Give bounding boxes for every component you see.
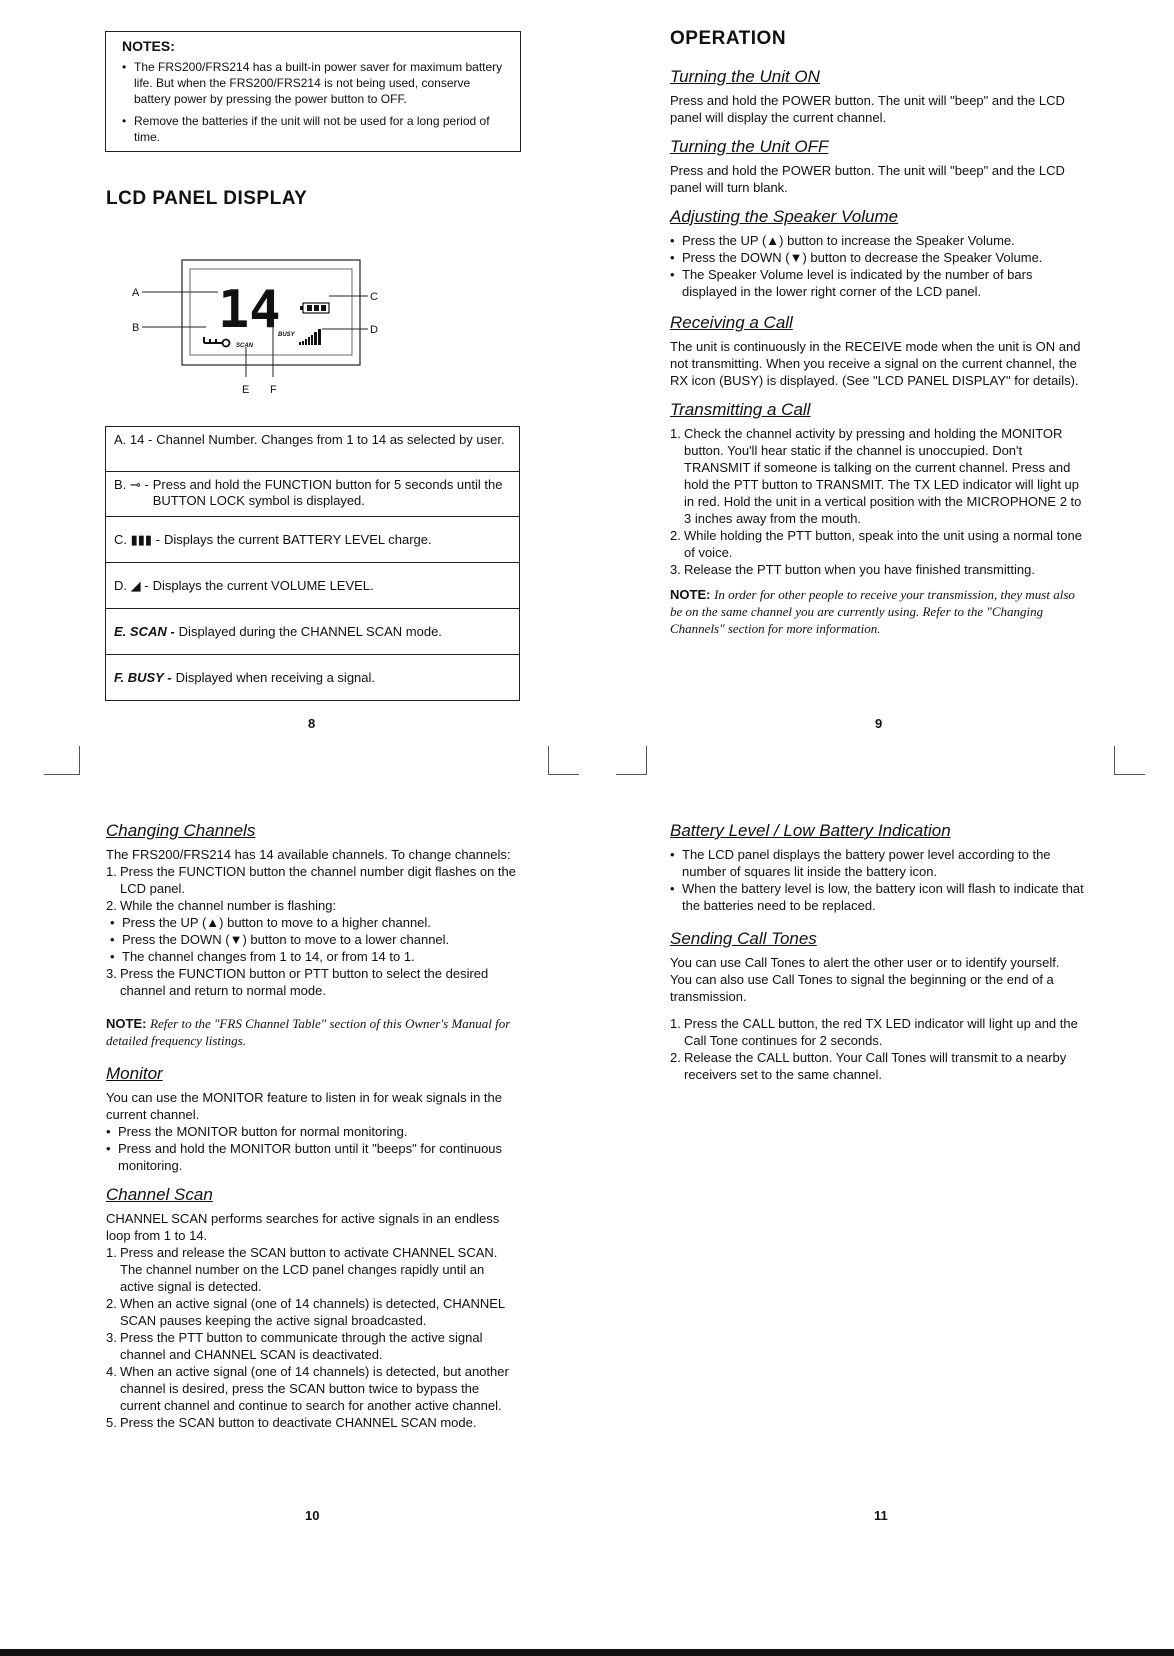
callout-e: E — [242, 384, 250, 396]
legend-text: Displays the current VOLUME LEVEL. — [152, 577, 374, 593]
section-title: Battery Level / Low Battery Indication — [670, 821, 951, 840]
lcd-heading: LCD PANEL DISPLAY — [106, 188, 308, 209]
note — [670, 586, 1084, 637]
list-item: 3. Release the PTT button when you have finished transmitting. — [670, 562, 1035, 577]
page-number: 11 — [874, 1508, 888, 1523]
notes-list — [122, 59, 510, 145]
list-item: 2. Release the CALL button. Your Call Tones will transmit to a nearby receivers set to the same channel. — [670, 1050, 1067, 1082]
legend-text: Press and hold the FUNCTION button for 5 seconds until the BUTTON LOCK symbol is displayed. — [152, 477, 503, 508]
legend-key: D. ◢ - — [114, 577, 149, 593]
list-item: 2. While holding the PTT button, speak into the unit using a normal tone of voice. — [670, 528, 1082, 560]
paragraph: The FRS200/FRS214 has 14 available channels. To change channels: — [106, 847, 511, 862]
step-text: Press the CALL button, the red TX LED indicator will light up and the Call Tone continues for 2 seconds. — [684, 1016, 1078, 1048]
section-title: Receiving a Call — [670, 313, 793, 332]
list-item: 1. Press the FUNCTION button the channel number digit flashes on the LCD panel. — [106, 864, 516, 896]
tone-steps — [670, 1015, 1084, 1083]
legend-text: Channel Number. Changes from 1 to 14 as selected by user. — [156, 432, 505, 447]
list-item: 2. While the channel number is flashing: — [106, 898, 337, 913]
callout-d: D — [370, 324, 378, 336]
battery-list — [670, 846, 1084, 914]
paragraph: You can use the MONITOR feature to listen in for weak signals in the current channel. — [106, 1090, 502, 1122]
bottom-rule — [0, 1649, 1174, 1656]
table-row — [106, 608, 519, 654]
section-title: Sending Call Tones — [670, 929, 817, 948]
paragraph: You can use Call Tones to alert the other user or to identify yourself. You can also use Call Tones to signal the beginning or the end of a transmission. — [670, 955, 1060, 1004]
step-text: Press and release the SCAN button to activate CHANNEL SCAN. The channel number on the LCD panel changes rapidly until an active signal is detected. — [120, 1245, 498, 1294]
step-text: Release the PTT button when you have finished transmitting. — [684, 562, 1035, 577]
operation-heading: OPERATION — [670, 28, 787, 49]
lcd-diagram — [130, 255, 420, 415]
legend-text: Displayed when receiving a signal. — [175, 669, 376, 685]
list-item: 1. Press and release the SCAN button to activate CHANNEL SCAN. The channel number on the LCD panel changes rapidly until an active signal is detected. — [106, 1245, 498, 1294]
legend-key: C. ▮▮▮ - — [114, 531, 161, 547]
legend-key: B. ⊸ - — [114, 477, 149, 492]
callout-c: C — [370, 291, 378, 303]
list-item: 5. Press the SCAN button to deactivate CHANNEL SCAN mode. — [106, 1415, 477, 1430]
step-text: Release the CALL button. Your Call Tones will transmit to a nearby receivers set to the same channel. — [684, 1050, 1067, 1082]
table-row — [106, 427, 519, 471]
monitor-list — [106, 1123, 520, 1174]
list-item: • The FRS200/FRS214 has a built-in power saver for maximum battery life. But when the FRS200/FRS214 is not being used, conserve battery power by pressing the power button to OFF. — [122, 59, 510, 107]
list-item: 2. When an active signal (one of 14 channels) is detected, CHANNEL SCAN pauses keeping the active signal broadcasted. — [106, 1296, 505, 1328]
crop-mark — [616, 746, 647, 775]
list-item: • Remove the batteries if the unit will not be used for a long period of time. — [122, 113, 510, 145]
list-item: • The channel changes from 1 to 14, or from 14 to 1. — [110, 948, 520, 965]
page10-column — [106, 820, 520, 1431]
table-row — [106, 562, 519, 608]
section-title: Adjusting the Speaker Volume — [670, 207, 899, 226]
page11-column — [670, 820, 1084, 1083]
note-text: Refer to the "FRS Channel Table" section of this Owner's Manual for detailed frequency listings. — [106, 1016, 511, 1048]
lcd-legend-table — [105, 426, 520, 701]
list-item: • Press the UP (▲) button to increase the Speaker Volume. — [670, 232, 1084, 249]
list-item: • The Speaker Volume level is indicated by the number of bars displayed in the lower right corner of the LCD panel. — [670, 266, 1084, 300]
legend-key: A. 14 - — [114, 432, 153, 447]
transmit-steps — [670, 425, 1084, 578]
list-item: • Press the DOWN (▼) button to decrease the Speaker Volume. — [670, 249, 1084, 266]
step-text: When an active signal (one of 14 channels) is detected, but another channel is desired, press the SCAN button twice to bypass the current channel and continue to search for another active channel. — [120, 1364, 509, 1413]
step-text: While holding the PTT button, speak into the unit using a normal tone of voice. — [684, 528, 1082, 560]
paragraph: CHANNEL SCAN performs searches for active signals in an endless loop from 1 to 14. — [106, 1211, 500, 1243]
list-item: 3. Press the PTT button to communicate through the active signal channel and CHANNEL SCAN is deactivated. — [106, 1330, 483, 1362]
legend-key: F. BUSY - — [114, 669, 172, 685]
section-title: Monitor — [106, 1064, 163, 1083]
paragraph: The unit is continuously in the RECEIVE mode when the unit is ON and not transmitting. When you receive a signal on the current channel, the RX icon (BUSY) is displayed. (See "LCD PANEL DISPLAY" for details). — [670, 339, 1081, 388]
page-number: 9 — [875, 716, 883, 731]
notes-box — [105, 31, 521, 152]
note — [106, 1015, 520, 1049]
list-item: • Press and hold the MONITOR button until it "beeps" for continuous monitoring. — [106, 1140, 520, 1174]
list-item: 4. When an active signal (one of 14 channels) is detected, but another channel is desired, press the SCAN button twice to bypass the current channel and continue to search for another active channel. — [106, 1364, 509, 1413]
page9-column — [670, 28, 1084, 637]
crop-mark — [548, 746, 579, 775]
callout-f: F — [270, 384, 277, 396]
legend-text: Displays the current BATTERY LEVEL charge. — [164, 531, 432, 547]
list-item: 3. Press the FUNCTION button or PTT button to select the desired channel and return to normal mode. — [106, 966, 489, 998]
crop-mark — [1114, 746, 1145, 775]
crop-mark — [44, 746, 80, 775]
section-title: Channel Scan — [106, 1185, 213, 1204]
legend-text: Displayed during the CHANNEL SCAN mode. — [178, 623, 442, 639]
page-number: 8 — [308, 716, 316, 731]
note-text: In order for other people to receive your transmission, they must also be on the same channel you are currently using. Refer to the "Changing Channels" section for more information. — [670, 587, 1075, 636]
paragraph: Press and hold the POWER button. The unit will "beep" and the LCD panel will display the current channel. — [670, 93, 1065, 125]
step-text: Press the FUNCTION button the channel number digit flashes on the LCD panel. — [120, 864, 516, 896]
section-title: Changing Channels — [106, 821, 256, 840]
list-item: • The LCD panel displays the battery power level according to the number of squares lit inside the battery icon. — [670, 846, 1084, 880]
list-item: 1. Press the CALL button, the red TX LED indicator will light up and the Call Tone continues for 2 seconds. — [670, 1016, 1078, 1048]
table-row — [106, 516, 519, 562]
lcd-digits: 14 — [218, 280, 281, 340]
list-item: • When the battery level is low, the battery icon will flash to indicate that the batteries need to be replaced. — [670, 880, 1084, 914]
channel-steps — [106, 965, 520, 999]
section-title: Transmitting a Call — [670, 400, 811, 419]
paragraph: Press and hold the POWER button. The unit will "beep" and the LCD panel will turn blank. — [670, 163, 1065, 195]
list-item: • Press the MONITOR button for normal monitoring. — [106, 1123, 520, 1140]
scan-label: SCAN — [236, 343, 254, 349]
note-label: NOTE: — [106, 1016, 147, 1031]
callout-a: A — [132, 287, 140, 299]
scan-steps — [106, 1244, 520, 1431]
step-text: Press the SCAN button to deactivate CHANNEL SCAN mode. — [120, 1415, 477, 1430]
list-item: 1. Check the channel activity by pressing and holding the MONITOR button. You'll hear static if the channel is unoccupied. Don't TRANSMIT if someone is talking on the current channel. Press and hold the PTT button to TRANSMIT. The TX LED indicator will light up in red. Hold the unit in a vertical position with the MICROPHONE 2 to 3 inches away from the mouth. — [670, 426, 1082, 526]
step-text: While the channel number is flashing: — [120, 898, 337, 913]
table-row — [106, 654, 519, 700]
table-row — [106, 471, 519, 516]
list-item: • Press the UP (▲) button to move to a higher channel. — [110, 914, 520, 931]
step-text: Check the channel activity by pressing and holding the MONITOR button. You'll hear static if the channel is unoccupied. Don't TRANSMIT if someone is talking on the current channel. Press and hold the PTT button to TRANSMIT. The TX LED indicator will light up in red. Hold the unit in a vertical position with the MICROPHONE 2 to 3 inches away from the mouth. — [684, 426, 1082, 526]
legend-key: E. SCAN - — [114, 623, 175, 639]
page-number: 10 — [305, 1508, 320, 1523]
section-title: Turning the Unit ON — [670, 67, 820, 86]
volume-icon — [299, 329, 321, 345]
notes-title: NOTES: — [122, 38, 175, 54]
list-item: • Press the DOWN (▼) button to move to a lower channel. — [110, 931, 520, 948]
note-label: NOTE: — [670, 587, 711, 602]
section-title: Turning the Unit OFF — [670, 137, 829, 156]
busy-label: BUSY — [278, 332, 295, 338]
step-text: Press the FUNCTION button or PTT button to select the desired channel and return to normal mode. — [120, 966, 489, 998]
step-text: Press the PTT button to communicate through the active signal channel and CHANNEL SCAN is deactivated. — [120, 1330, 483, 1362]
step-text: When an active signal (one of 14 channels) is detected, CHANNEL SCAN pauses keeping the active signal broadcasted. — [120, 1296, 505, 1328]
channel-steps — [106, 863, 520, 914]
callout-b: B — [132, 322, 140, 334]
volume-list — [670, 232, 1084, 300]
channel-bullets — [106, 914, 520, 965]
battery-icon — [300, 303, 329, 313]
